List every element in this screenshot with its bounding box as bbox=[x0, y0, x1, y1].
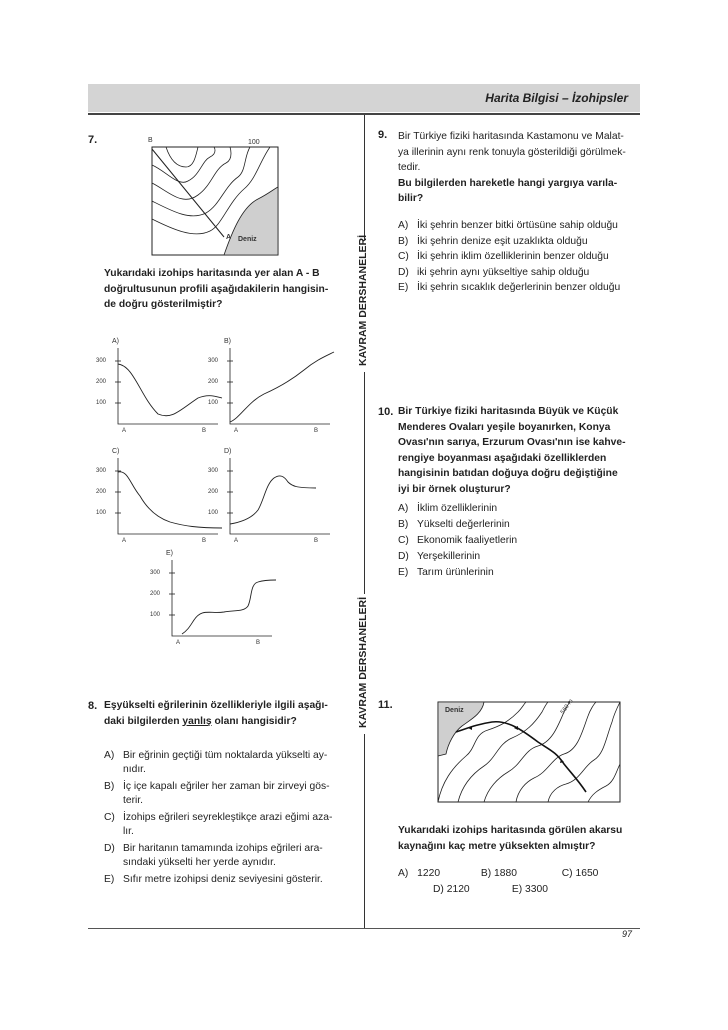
q9-option-a-text: İki şehrin benzer bitki örtüsüne sahip olduğu bbox=[417, 220, 618, 231]
q8-option-b-line-2: terir. bbox=[123, 795, 144, 806]
q9-option-b-text: İki şehrin denize eşit uzaklıkta olduğu bbox=[417, 235, 588, 247]
q7-graph-4-plot bbox=[226, 458, 336, 544]
q10-option-c[interactable] bbox=[398, 534, 648, 550]
q10-stem-line-6: iyi bir örnek oluşturur? bbox=[398, 483, 511, 495]
q9-option-d-letter: D) bbox=[398, 266, 409, 278]
q7-graph-3-profile-line bbox=[118, 472, 222, 528]
q7-number: 7. bbox=[88, 134, 98, 146]
q9-stem-line-2: ya illerinin aynı renk tonuyla gösterildiği görülmek- bbox=[398, 146, 626, 158]
q7-graph-2-tick-300: 300 bbox=[208, 358, 219, 364]
q7-stem-line-1: Yukarıdaki izohips haritasında yer alan A - B bbox=[104, 268, 320, 279]
sidebar-rule-mid bbox=[364, 372, 365, 594]
q8-number: 8. bbox=[88, 700, 98, 712]
q11-option-e-letter: E) bbox=[511, 884, 523, 895]
q7-graph-3-x-end: B bbox=[202, 538, 207, 544]
q11-option-c[interactable] bbox=[562, 867, 599, 881]
q7-graph-3-x-start: A bbox=[122, 538, 127, 544]
q9-stem-line-3: tedir. bbox=[398, 162, 421, 173]
q8-option-d-line-1: Bir haritanın tamamında izohips eğrileri ara- bbox=[123, 843, 323, 854]
q9-option-e-letter: E) bbox=[398, 282, 409, 293]
q8-option-d-letter: D) bbox=[104, 843, 115, 854]
q8-stem bbox=[104, 698, 354, 729]
q7-graph-4-x-start: A bbox=[234, 538, 239, 544]
q7-graph-2-x-end: B bbox=[314, 428, 319, 434]
q11-option-e-text: 3300 bbox=[525, 884, 548, 895]
q7-map-label-100: 100 bbox=[248, 139, 260, 146]
q7-graph-5-tick-300: 300 bbox=[150, 570, 161, 576]
q7-contour-map bbox=[152, 147, 278, 255]
q8-option-a[interactable] bbox=[104, 749, 356, 777]
q9-number: 9. bbox=[378, 129, 388, 141]
q11-map-label-560: 560 m bbox=[560, 698, 575, 716]
q7-graph-5-letter[interactable]: E) bbox=[166, 550, 173, 557]
q8-option-c[interactable] bbox=[104, 811, 356, 839]
q8-option-e-line-1: Sıfır metre izohipsi deniz seviyesini gösterir. bbox=[123, 874, 323, 885]
q11-map-label-deniz: Deniz bbox=[445, 707, 464, 714]
q7-stem-line-3: de doğru gösterilmiştir? bbox=[104, 299, 223, 310]
q11-stem bbox=[398, 823, 648, 854]
q11-contour-map bbox=[438, 702, 620, 802]
q10-stem-line-2: Menderes Ovaları yeşile boyanırken, Konya bbox=[398, 421, 611, 433]
q11-options-row-2 bbox=[433, 883, 653, 897]
q7-map-label-deniz: Deniz bbox=[238, 236, 257, 243]
sidebar-rule-bottom bbox=[364, 734, 365, 928]
q10-option-c-letter: C) bbox=[398, 535, 409, 546]
q10-option-d-letter: D) bbox=[398, 551, 409, 562]
q9-question-line-2: bilir? bbox=[398, 193, 424, 204]
q7-map-label-a: A bbox=[226, 234, 232, 241]
q11-number: 11. bbox=[378, 699, 393, 711]
q9-option-c[interactable] bbox=[398, 250, 648, 266]
q8-stem-post: olanı hangisidir? bbox=[211, 715, 297, 727]
q11-option-a-letter: A) bbox=[398, 868, 409, 879]
q7-graph-3-tick-300: 300 bbox=[96, 468, 107, 474]
q10-options bbox=[398, 502, 648, 582]
q7-graph-1-tick-100: 100 bbox=[96, 400, 107, 406]
q11-option-c-letter: C) bbox=[561, 868, 573, 879]
q7-graph-1-axes bbox=[118, 348, 218, 424]
q10-option-d-text: Yerşekillerinin bbox=[417, 551, 481, 562]
q11-option-a[interactable] bbox=[398, 867, 478, 881]
q11-option-d-letter: D) bbox=[433, 884, 444, 895]
q10-option-b-text: Yükselti değerlerinin bbox=[417, 519, 510, 530]
q10-stem-line-4: rengiye boyanması aşağıdaki özelliklerden bbox=[398, 452, 607, 464]
q7-graph-1-x-end: B bbox=[202, 428, 207, 434]
q11-option-c-text: 1650 bbox=[575, 868, 599, 879]
q7-graph-1-tick-200: 200 bbox=[96, 379, 107, 385]
q7-graph-4-axes bbox=[230, 458, 330, 534]
q9-option-e-text: İki şehrin sıcaklık değerlerinin benzer olduğu bbox=[417, 282, 621, 293]
q8-stem-pre: daki bilgilerden bbox=[104, 715, 183, 727]
q8-option-a-line-2: nıdır. bbox=[123, 764, 146, 775]
q9-option-b-letter: B) bbox=[398, 235, 409, 247]
q11-options-row-1 bbox=[398, 867, 648, 881]
q7-graph-1-letter[interactable]: A) bbox=[112, 338, 119, 345]
sidebar-text-bottom: KAVRAM DERSHANELERİ bbox=[357, 596, 369, 728]
q8-stem-line-2 bbox=[104, 714, 354, 730]
footer-rule bbox=[88, 928, 640, 929]
q10-option-e[interactable] bbox=[398, 566, 648, 582]
q10-number: 10. bbox=[378, 406, 394, 418]
q7-graph-5-tick-200: 200 bbox=[150, 591, 161, 597]
q11-option-d-text: 2120 bbox=[446, 884, 470, 895]
q11-stem-line-2: kaynağını kaç metre yüksekten almıştır? bbox=[398, 840, 596, 852]
q10-stem-line-3: Ovası'nın sarıya, Erzurum Ovası'nın ise kahve- bbox=[398, 437, 626, 448]
q8-option-e[interactable] bbox=[104, 873, 356, 887]
q7-graph-2-letter[interactable]: B) bbox=[224, 338, 231, 345]
q11-option-b[interactable] bbox=[481, 867, 559, 881]
q7-graph-2-tick-200: 200 bbox=[208, 379, 219, 385]
q10-option-b[interactable] bbox=[398, 518, 648, 534]
q8-options bbox=[104, 749, 356, 890]
q7-graph-3-tick-100: 100 bbox=[96, 510, 107, 516]
q9-stem-line-1: Bir Türkiye fiziki haritasında Kastamonu ve Malat- bbox=[398, 131, 624, 142]
q9-option-b[interactable] bbox=[398, 235, 648, 251]
q9-option-d[interactable] bbox=[398, 266, 648, 282]
q10-option-c-text: Ekonomik faaliyetlerin bbox=[417, 535, 518, 546]
q7-graph-1-tick-300: 300 bbox=[96, 358, 107, 364]
q8-option-b-letter: B) bbox=[104, 781, 115, 792]
q7-stem bbox=[104, 266, 354, 313]
q10-option-d[interactable] bbox=[398, 550, 648, 566]
sidebar-rule-top bbox=[364, 115, 365, 240]
q8-option-b-line-1: İç içe kapalı eğriler her zaman bir zirveyi gös- bbox=[123, 781, 330, 792]
q8-option-c-letter: C) bbox=[104, 812, 115, 823]
q8-option-c-line-1: İzohips eğrileri seyrekleştikçe arazi eğimi aza- bbox=[123, 812, 333, 823]
q10-option-a-text: İklim özelliklerinin bbox=[417, 503, 498, 514]
q7-graph-4-x-end: B bbox=[314, 538, 319, 544]
q7-graph-4-tick-200: 200 bbox=[208, 489, 219, 495]
page-title: Harita Bilgisi – İzohipsler bbox=[485, 91, 628, 105]
q9-option-c-letter: C) bbox=[398, 251, 409, 262]
q7-graph-2-profile-line bbox=[230, 352, 334, 422]
q7-graph-3-letter[interactable]: C) bbox=[112, 448, 120, 455]
q7-graph-5-x-start: A bbox=[176, 640, 181, 646]
q10-option-a[interactable] bbox=[398, 502, 648, 518]
q7-graph-4-tick-300: 300 bbox=[208, 468, 219, 474]
page-number: 97 bbox=[621, 929, 632, 939]
q7-graph-1-profile-line bbox=[118, 364, 222, 416]
q11-option-d[interactable] bbox=[433, 883, 509, 897]
q8-option-e-letter: E) bbox=[104, 874, 115, 885]
q10-stem-line-5: hangisinin batıdan doğuya doğru değiştiğine bbox=[398, 468, 618, 479]
q8-option-a-line-1: Bir eğrinin geçtiği tüm noktalarda yükselti ay- bbox=[123, 750, 328, 761]
q7-graph-3-tick-200: 200 bbox=[96, 489, 107, 495]
q7-graph-4-letter[interactable]: D) bbox=[224, 448, 232, 455]
q9-question-line-1: Bu bilgilerden hareketle hangi yargıya varıla- bbox=[398, 177, 618, 189]
q7-graph-5-profile-line bbox=[182, 580, 276, 634]
q7-graph-5-axes bbox=[172, 560, 272, 636]
q7-graph-4-tick-100: 100 bbox=[208, 510, 219, 516]
q11-option-a-text: 1220 bbox=[417, 868, 441, 879]
q8-option-b[interactable] bbox=[104, 780, 356, 808]
q11-stem-line-1: Yukarıdaki izohips haritasında görülen akarsu bbox=[398, 825, 623, 836]
q9-option-a[interactable] bbox=[398, 219, 648, 235]
q7-graph-5-x-end: B bbox=[256, 640, 261, 646]
q9-option-c-text: İki şehrin iklim özelliklerinin benzer olduğu bbox=[417, 251, 609, 262]
q7-stem-line-2: doğrultusunun profili aşağıdakilerin hangisin- bbox=[104, 283, 329, 295]
q7-graph-3-axes bbox=[118, 458, 218, 534]
q7-graph-2-tick-100: 100 bbox=[208, 400, 219, 406]
sidebar-text-top: KAVRAM DERSHANELERİ bbox=[357, 234, 369, 366]
q9-option-d-text: iki şehrin aynı yükseltiye sahip olduğu bbox=[417, 266, 590, 278]
q11-option-e[interactable] bbox=[512, 883, 548, 897]
q10-option-e-text: Tarım ürünlerinin bbox=[417, 567, 494, 578]
q9-option-a-letter: A) bbox=[398, 220, 409, 231]
q7-graph-2-plot bbox=[226, 348, 336, 434]
q10-stem bbox=[398, 404, 644, 497]
q9-stem bbox=[398, 129, 644, 207]
q10-option-a-letter: A) bbox=[398, 503, 409, 514]
q7-graph-4-profile-line bbox=[230, 476, 316, 524]
q8-option-d[interactable] bbox=[104, 842, 356, 870]
q8-stem-line-1: Eşyükselti eğrilerinin özellikleriyle ilgili aşağı- bbox=[104, 700, 328, 711]
q11-option-b-letter: B) bbox=[480, 868, 492, 879]
q9-option-e[interactable] bbox=[398, 281, 648, 297]
q11-option-b-text: 1880 bbox=[494, 868, 517, 879]
q8-option-d-line-2: sındaki yükselti her yerde aynıdır. bbox=[123, 857, 276, 868]
q8-option-c-line-2: lır. bbox=[123, 826, 134, 837]
q7-graph-5-tick-100: 100 bbox=[150, 612, 161, 618]
q10-stem-line-1: Bir Türkiye fiziki haritasında Büyük ve Küçük bbox=[398, 406, 619, 417]
q10-option-e-letter: E) bbox=[398, 567, 409, 578]
q9-options bbox=[398, 219, 648, 297]
q7-graph-1-x-start: A bbox=[122, 428, 127, 434]
q7-map-label-b: B bbox=[148, 137, 153, 144]
q10-option-b-letter: B) bbox=[398, 519, 409, 530]
q7-graph-2-x-start: A bbox=[234, 428, 239, 434]
q8-option-a-letter: A) bbox=[104, 750, 115, 761]
q8-stem-underlined: yanlış bbox=[182, 715, 212, 727]
q7-graph-5-plot bbox=[168, 560, 278, 646]
